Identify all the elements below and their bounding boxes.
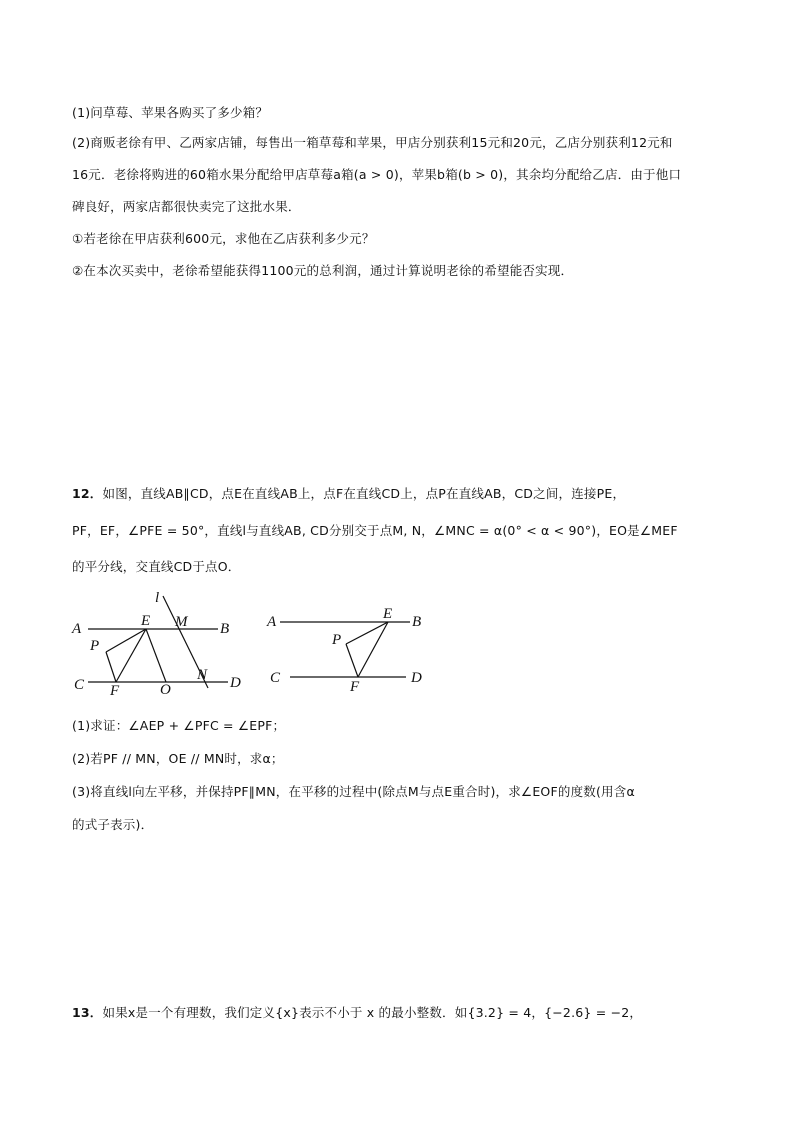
fig2-label-d: D — [411, 670, 422, 686]
q11-part1: (1)问草莓、苹果各购买了多少箱？ — [72, 105, 269, 120]
q13-stem-line1: 如果x是一个有理数，我们定义{x}表示不小于 x 的最小整数．如{3.2} = 4，{−2.6} = −2， — [102, 1005, 643, 1020]
q11-sub1: ①若老徐在甲店获利600元，求他在乙店获利多少元？ — [72, 231, 375, 246]
fig1-label-c: C — [74, 677, 85, 693]
q12-line1 — [72, 484, 625, 502]
q12-line3: 的平分线，交直线CD于点O． — [72, 559, 241, 574]
q12-part3-line2: 的式子表示)． — [72, 817, 154, 832]
fig1-label-m: M — [175, 614, 188, 630]
fig2-label-e: E — [383, 606, 393, 622]
q11-sub2: ②在本次买卖中，老徐希望能获得1100元的总利润，通过计算说明老徐的希望能否实现． — [72, 263, 574, 278]
fig1-seg-eo — [146, 629, 166, 682]
q11-part2-line3: 碑良好，两家店都很快卖完了这批水果． — [72, 199, 301, 214]
q12-stem-line1: 如图，直线AB∥CD，点E在直线AB上，点F在直线CD上，点P在直线AB，CD之间，连接PE， — [102, 486, 626, 501]
fig2-label-c: C — [270, 670, 281, 686]
q13-number: 13． — [72, 1005, 103, 1020]
q11-part2-line2: 16元．老徐将购进的60箱水果分配给甲店草莓a箱(a > 0)，苹果b箱(b > 0)，其余均分配给乙店．由于他口 — [72, 167, 682, 182]
fig1-label-a: A — [72, 621, 82, 637]
q12-number: 12． — [72, 486, 103, 501]
q12-figure-1 — [68, 588, 258, 700]
q11-part2-line1: (2)商贩老徐有甲、乙两家店铺，每售出一箱草莓和苹果，甲店分别获利15元和20元，乙店分别获利12元和 — [72, 135, 673, 150]
fig1-label-n: N — [197, 667, 208, 683]
fig2-label-f: F — [350, 679, 360, 695]
fig2-label-p: P — [332, 632, 342, 648]
q13-line1 — [72, 1003, 642, 1021]
fig1-label-l: l — [155, 590, 160, 606]
fig2-label-a: A — [267, 614, 277, 630]
fig2-seg-pf — [346, 644, 358, 677]
fig1-label-f: F — [110, 683, 120, 699]
q12-line2: PF，EF，∠PFE = 50°，直线l与直线AB, CD分别交于点M, N，∠MNC = α(0° < α < 90°)，EO是∠MEF — [72, 523, 678, 538]
q12-part1: (1)求证：∠AEP + ∠PFC = ∠EPF； — [72, 718, 286, 733]
q12-part2: (2)若PF // MN，OE // MN时，求α； — [72, 751, 284, 766]
fig1-label-b: B — [220, 621, 230, 637]
fig1-label-p: P — [90, 638, 100, 654]
fig1-seg-pf — [106, 652, 116, 682]
fig2-label-b: B — [412, 614, 422, 630]
q12-part3-line1: (3)将直线l向左平移，并保持PF∥MN，在平移的过程中(除点M与点E重合时)，求∠EOF的度数(用含α — [72, 784, 635, 799]
fig1-label-d: D — [230, 675, 241, 691]
fig1-label-o: O — [160, 682, 171, 698]
q12-figure-2 — [262, 600, 432, 696]
fig1-label-e: E — [141, 613, 151, 629]
